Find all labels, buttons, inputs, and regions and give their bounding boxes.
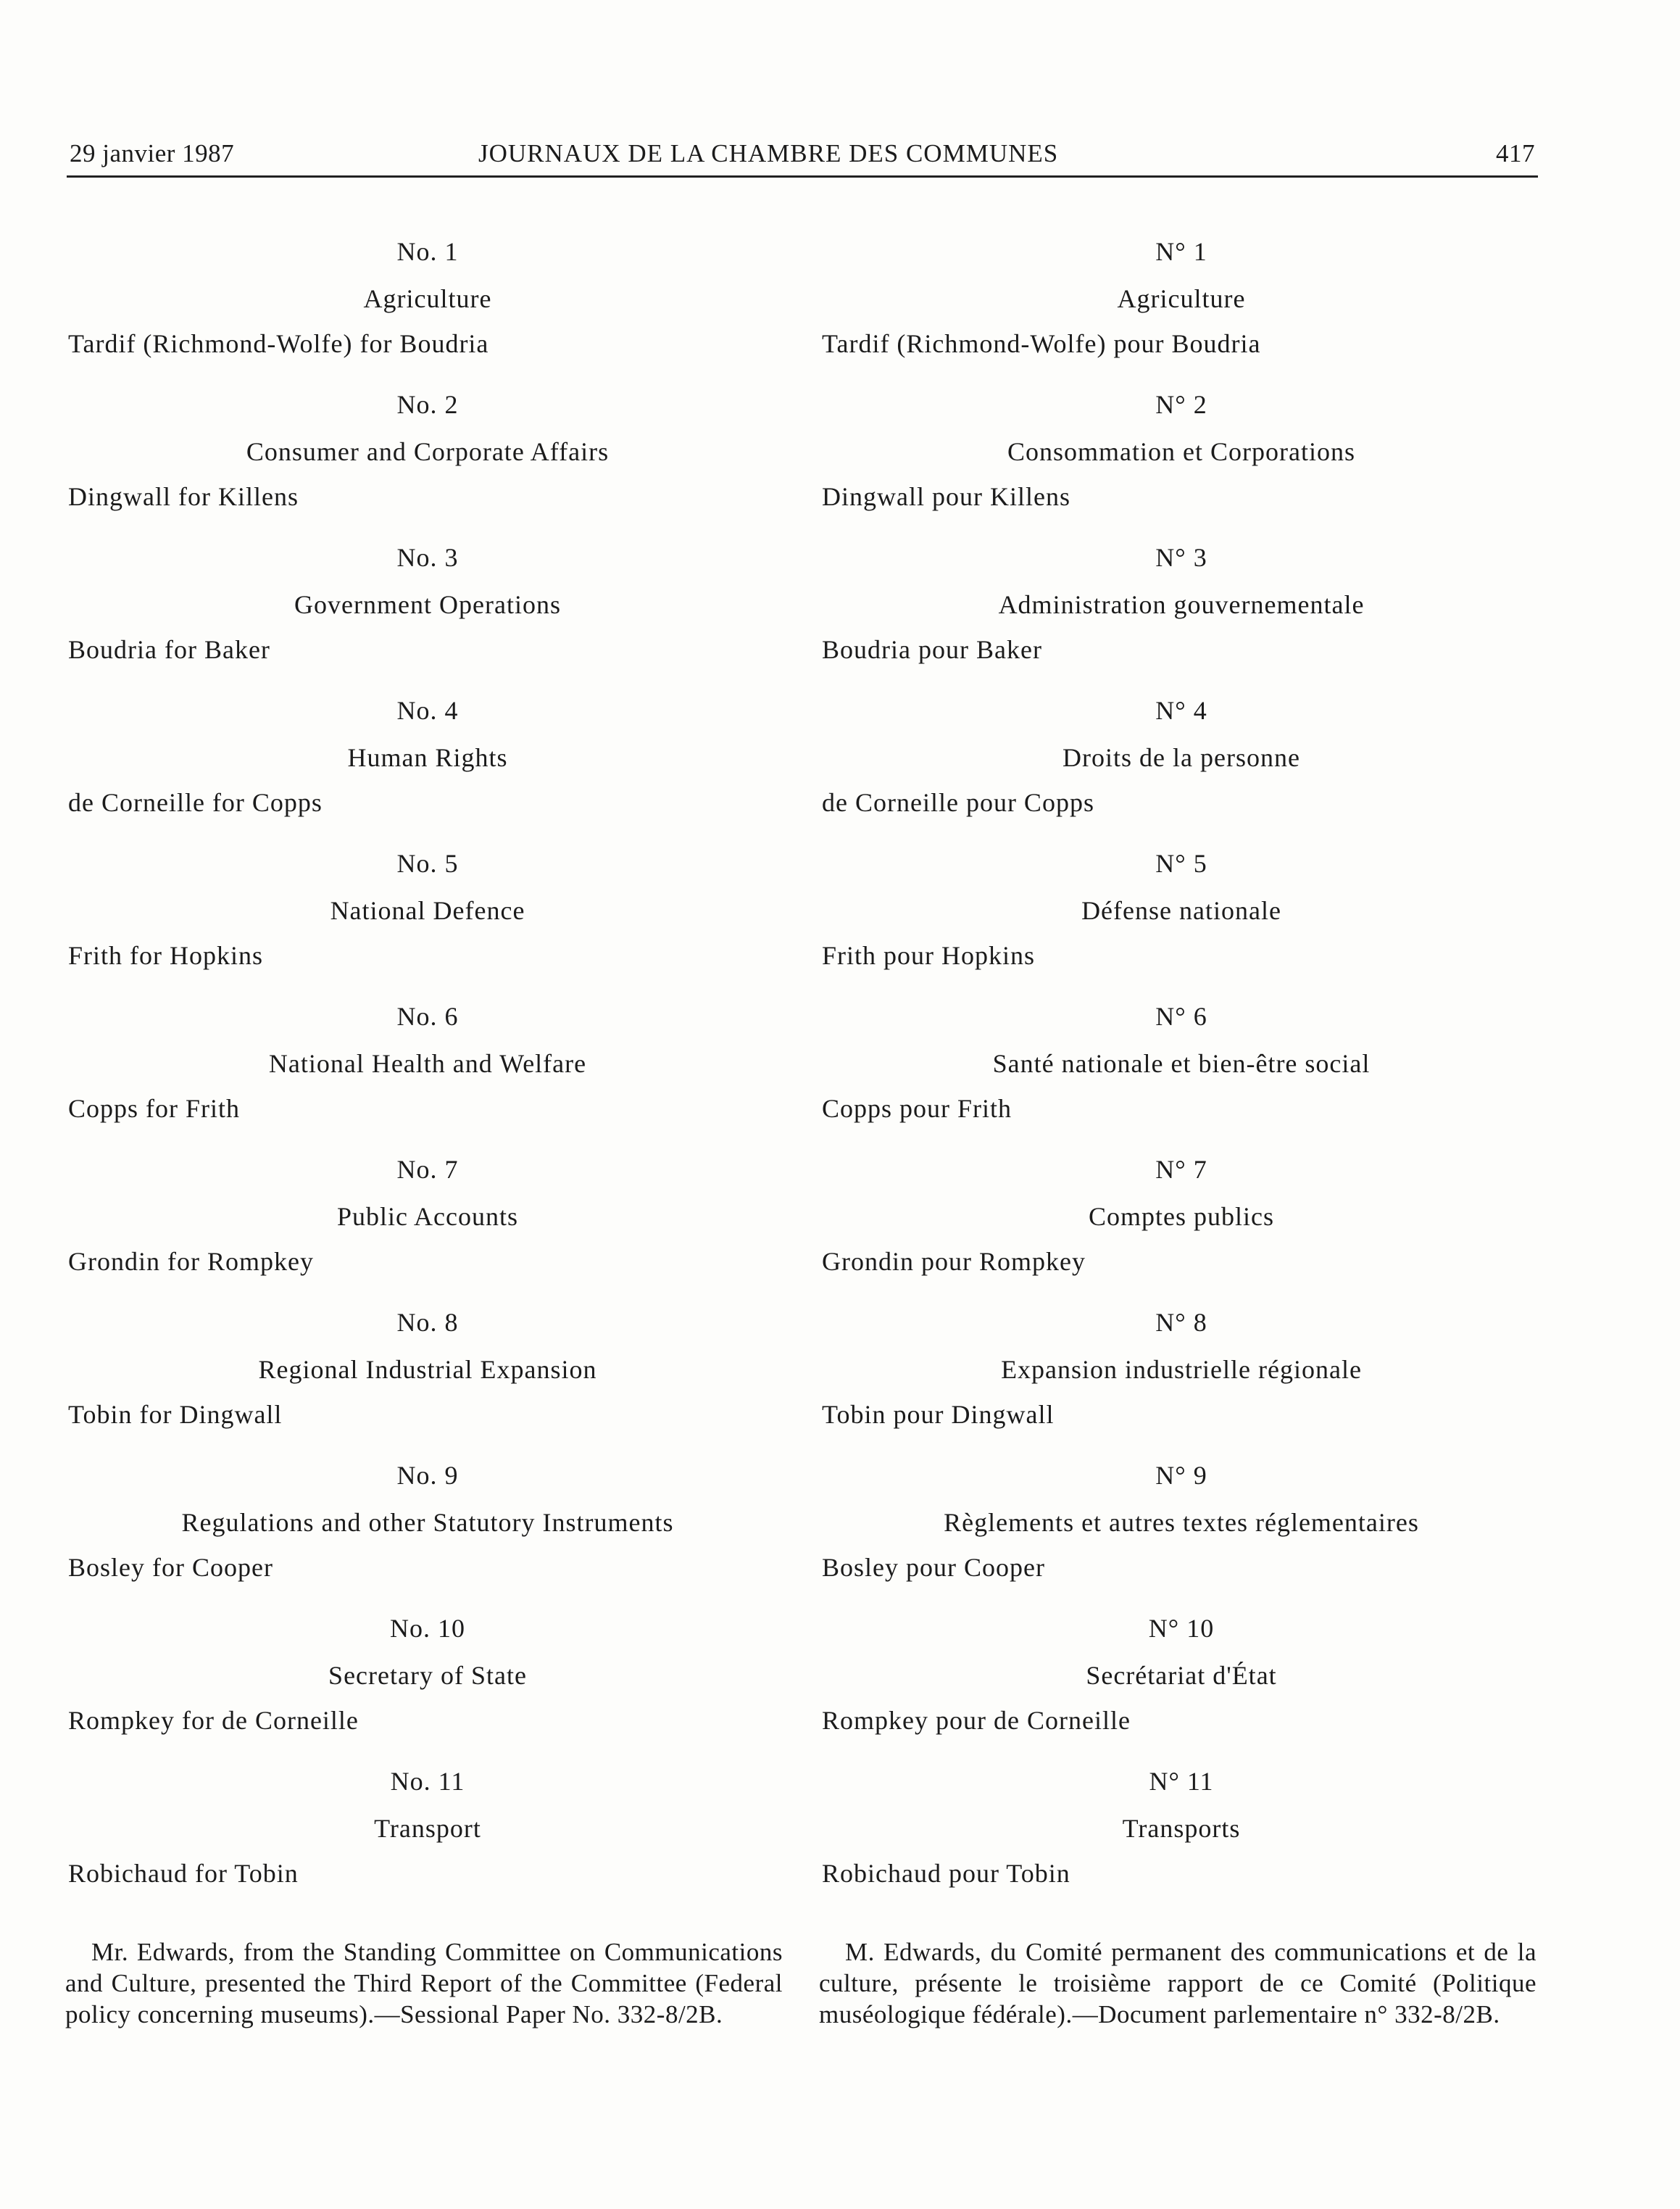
entry-number: N° 5 xyxy=(1155,849,1207,878)
entry-number: N° 1 xyxy=(1155,237,1207,266)
committee-name: Regional Industrial Expansion xyxy=(258,1355,597,1384)
committee-entry xyxy=(819,386,1544,539)
committee-entry xyxy=(819,998,1544,1151)
member-substitution: Tobin pour Dingwall xyxy=(822,1400,1055,1429)
member-substitution: Copps for Frith xyxy=(68,1094,241,1123)
entry-number: N° 9 xyxy=(1155,1461,1207,1490)
committee-entry xyxy=(65,692,790,845)
entry-number: N° 7 xyxy=(1155,1155,1207,1184)
entry-number: No. 6 xyxy=(396,1002,459,1031)
committee-entry xyxy=(819,1457,1544,1610)
committee-name: Transports xyxy=(1122,1814,1241,1843)
committee-name: Transport xyxy=(374,1814,481,1843)
committee-entry xyxy=(819,1304,1544,1457)
journal-title: JOURNAUX DE LA CHAMBRE DES COMMUNES xyxy=(478,139,1059,167)
member-substitution: Tobin for Dingwall xyxy=(68,1400,283,1429)
member-substitution: Grondin for Rompkey xyxy=(68,1247,314,1276)
committee-entry xyxy=(65,233,790,386)
committee-name: Santé nationale et bien-être social xyxy=(992,1049,1371,1078)
report-paragraph: Mr. Edwards, from the Standing Committee on Communications and Culture, presented the Third Report of the Committee (Federal policy concerning museums).—Sessional Paper No. 332-8/2B. xyxy=(65,1938,783,2028)
committee-entry xyxy=(819,1151,1544,1304)
entry-number: No. 2 xyxy=(396,390,459,419)
committee-name: Government Operations xyxy=(294,590,561,619)
entry-number: N° 3 xyxy=(1155,543,1207,572)
committee-name: Comptes publics xyxy=(1089,1202,1274,1231)
member-substitution: Tardif (Richmond-Wolfe) pour Boudria xyxy=(822,329,1261,358)
committee-name: Public Accounts xyxy=(337,1202,518,1231)
committee-entry xyxy=(65,1151,790,1304)
member-substitution: Dingwall for Killens xyxy=(68,482,299,511)
committee-entry xyxy=(65,1457,790,1610)
page-number: 417 xyxy=(1496,139,1535,167)
member-substitution: Tardif (Richmond-Wolfe) for Boudria xyxy=(68,329,489,358)
committee-entry xyxy=(819,692,1544,845)
entry-number: No. 9 xyxy=(396,1461,459,1490)
entry-number: No. 11 xyxy=(390,1767,465,1796)
entry-number: N° 11 xyxy=(1149,1767,1214,1796)
committee-name: Secretary of State xyxy=(328,1661,527,1690)
member-substitution: de Corneille pour Copps xyxy=(822,788,1094,817)
member-substitution: Rompkey pour de Corneille xyxy=(822,1706,1131,1735)
committee-name: Agriculture xyxy=(363,284,492,313)
member-substitution: Boudria for Baker xyxy=(68,635,270,664)
entry-number: N° 10 xyxy=(1148,1614,1215,1643)
entry-number: No. 8 xyxy=(396,1308,459,1337)
committee-entry xyxy=(819,233,1544,386)
committee-entry xyxy=(819,845,1544,998)
french-column xyxy=(819,233,1544,2055)
entry-number: No. 1 xyxy=(396,237,459,266)
committee-entry xyxy=(819,1763,1544,1916)
committee-entry xyxy=(65,539,790,692)
entry-number: No. 4 xyxy=(396,696,459,725)
committee-name: Human Rights xyxy=(347,743,508,772)
entry-number: No. 7 xyxy=(396,1155,459,1184)
committee-name: Agriculture xyxy=(1117,284,1246,313)
entry-number: N° 4 xyxy=(1155,696,1207,725)
committee-name: Consommation et Corporations xyxy=(1007,437,1355,466)
committee-name: Droits de la personne xyxy=(1063,743,1300,772)
member-substitution: Boudria pour Baker xyxy=(822,635,1042,664)
entry-number: No. 10 xyxy=(390,1614,465,1643)
committee-entry xyxy=(819,1610,1544,1763)
english-column xyxy=(65,233,790,2055)
member-substitution: Bosley pour Cooper xyxy=(822,1553,1045,1582)
committee-name: Règlements et autres textes réglementaires xyxy=(944,1508,1419,1537)
committee-name: Secrétariat d'État xyxy=(1086,1661,1277,1690)
committee-name: Expansion industrielle régionale xyxy=(1001,1355,1362,1384)
member-substitution: Frith pour Hopkins xyxy=(822,941,1036,970)
entry-number: No. 5 xyxy=(396,849,459,878)
member-substitution: Robichaud pour Tobin xyxy=(822,1859,1070,1888)
committee-entry xyxy=(819,539,1544,692)
committee-name: Consumer and Corporate Affairs xyxy=(246,437,610,466)
committee-entry xyxy=(65,845,790,998)
member-substitution: Rompkey for de Corneille xyxy=(68,1706,359,1735)
committee-name: Regulations and other Statutory Instruments xyxy=(181,1508,674,1537)
report-paragraph: M. Edwards, du Comité permanent des communications et de la culture, présente le troisième rapport de ce Comité (Politique muséologique fédérale).—Document parlementaire n° 332-8/2B. xyxy=(819,1938,1536,2028)
committee-entry xyxy=(65,998,790,1151)
member-substitution: Robichaud for Tobin xyxy=(68,1859,299,1888)
member-substitution: de Corneille for Copps xyxy=(68,788,323,817)
header-date: 29 janvier 1987 xyxy=(70,139,235,167)
committee-entry xyxy=(65,1763,790,1916)
entry-number: No. 3 xyxy=(396,543,459,572)
member-substitution: Copps pour Frith xyxy=(822,1094,1012,1123)
member-substitution: Frith for Hopkins xyxy=(68,941,263,970)
member-substitution: Bosley for Cooper xyxy=(68,1553,273,1582)
entry-number: N° 8 xyxy=(1155,1308,1207,1337)
committee-name: Défense nationale xyxy=(1081,896,1281,925)
member-substitution: Dingwall pour Killens xyxy=(822,482,1070,511)
committee-entry xyxy=(65,1304,790,1457)
entry-number: N° 2 xyxy=(1155,390,1207,419)
committee-entry xyxy=(65,1610,790,1763)
entry-number: N° 6 xyxy=(1155,1002,1207,1031)
committee-entry xyxy=(65,386,790,539)
committee-name: Administration gouvernementale xyxy=(998,590,1365,619)
committee-name: National Health and Welfare xyxy=(268,1049,587,1078)
committee-name: National Defence xyxy=(330,896,525,925)
page-header xyxy=(67,135,1538,178)
member-substitution: Grondin pour Rompkey xyxy=(822,1247,1086,1276)
